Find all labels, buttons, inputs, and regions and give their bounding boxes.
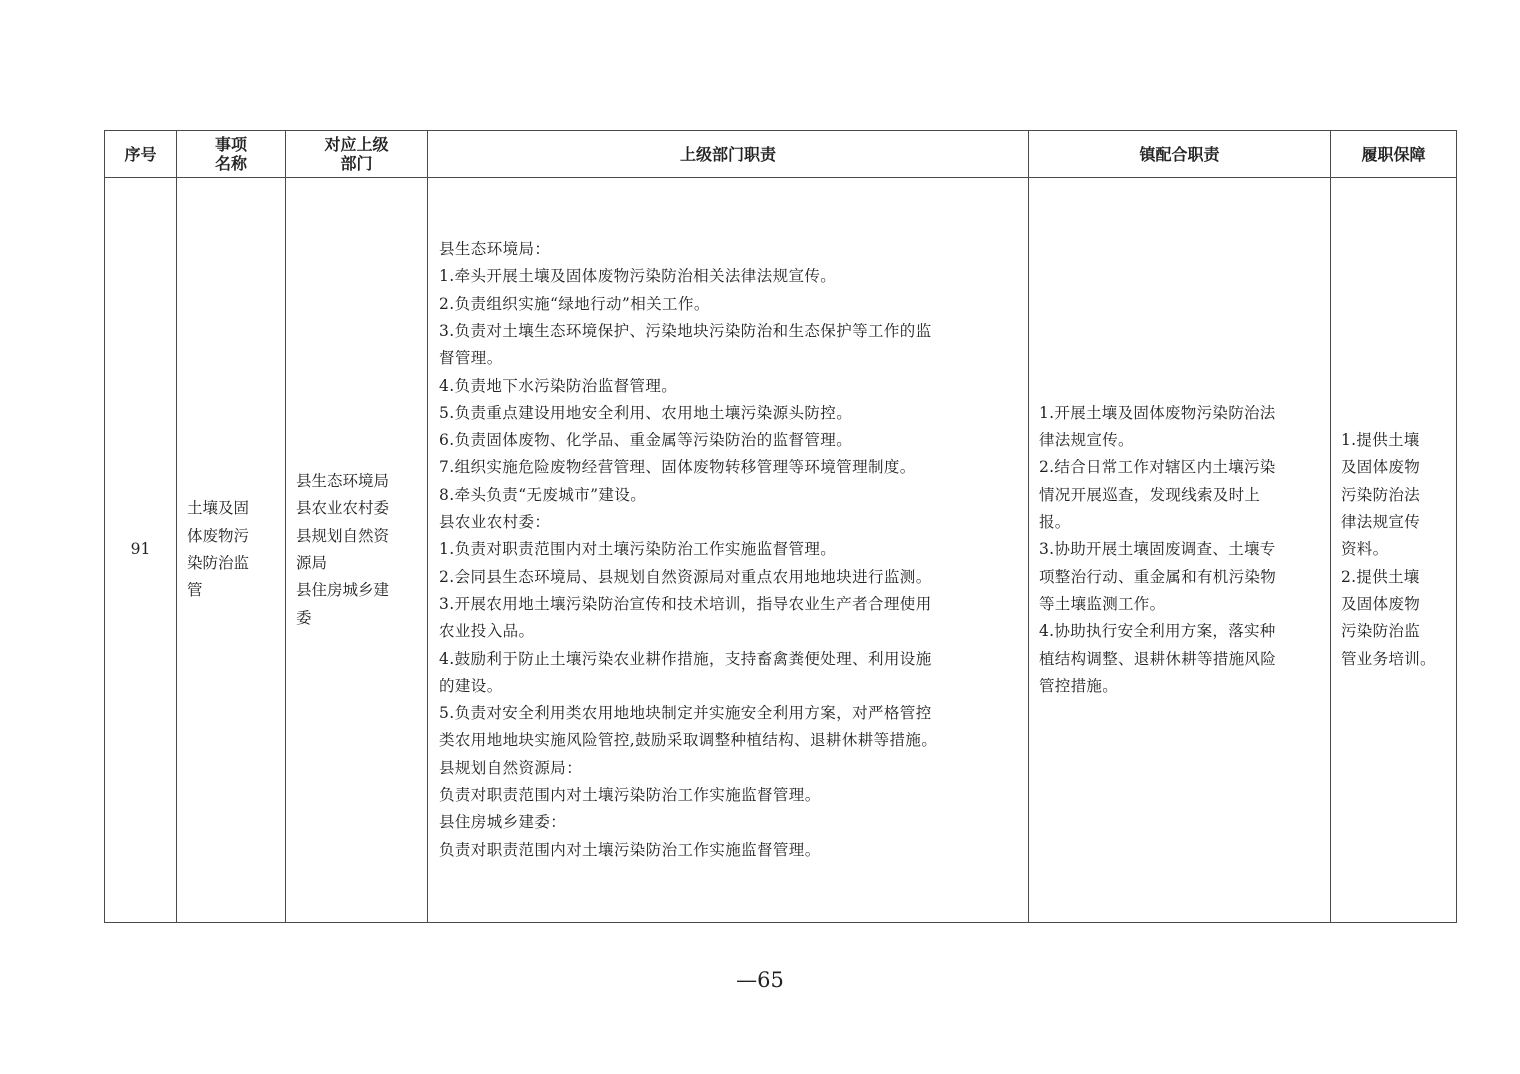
header-item-name-line-2: 名称: [214, 154, 247, 173]
header-guarantee: [1331, 131, 1457, 178]
dept-line: 县生态环境局: [296, 472, 390, 491]
header-no-text: 序号: [124, 144, 157, 164]
guarantee-line: 2.提供土壤: [1341, 567, 1420, 586]
duty-line: 8.牵头负责“无废城市”建设。: [439, 485, 647, 504]
dept-line: 县规划自然资: [296, 526, 390, 545]
duty-line: 督管理。: [439, 349, 503, 368]
header-town-text: 镇配合职责: [1139, 144, 1220, 164]
duty-line: 2.会同县生态环境局、县规划自然资源局对重点农用地地块进行监测。: [439, 567, 932, 586]
duty-line: 3.开展农用地土壤污染防治宣传和技术培训，指导农业生产者合理使用: [439, 594, 932, 613]
duty-line: 3.负责对土壤生态环境保护、污染地块污染防治和生态保护等工作的监: [439, 321, 932, 340]
cell-superior-dept: [286, 178, 428, 923]
duty-line: 类农用地地块实施风险管控,鼓励采取调整种植结构、退耕休耕等措施。: [439, 731, 938, 750]
dept-line: 源局: [296, 554, 328, 572]
duty-line: 7.组织实施危险废物经营管理、固体废物转移管理等环境管理制度。: [439, 458, 916, 477]
duty-line: 5.负责重点建设用地安全利用、农用地土壤污染源头防控。: [439, 403, 853, 422]
guarantee-line: 及固体废物: [1341, 458, 1421, 477]
duty-line: 负责对职责范围内对土壤污染防治工作实施监督管理。: [439, 786, 821, 805]
cell-town-duties: [1029, 178, 1331, 923]
item-name-line: 土壤及固: [187, 499, 250, 518]
town-duty-line: 报。: [1039, 513, 1071, 532]
header-superior-duties: [428, 131, 1029, 178]
duty-line: 4.鼓励利于防止土壤污染农业耕作措施，支持畜禽粪便处理、利用设施: [439, 649, 932, 668]
town-duty-line: 1.开展土壤及固体废物污染防治法: [1039, 403, 1276, 422]
header-duties-text: 上级部门职责: [679, 144, 776, 164]
header-item-name: [177, 131, 286, 178]
duty-line: 县住房城乡建委：: [439, 813, 567, 832]
guarantee-line: 资料。: [1341, 540, 1389, 559]
cell-guarantee: [1331, 178, 1457, 923]
duty-line: 县生态环境局：: [439, 240, 551, 259]
duty-line: 1.负责对职责范围内对土壤污染防治工作实施监督管理。: [439, 540, 837, 559]
table-row: [105, 178, 1457, 923]
guarantee-line: 1.提供土壤: [1341, 431, 1420, 450]
duty-line: 1.牵头开展土壤及固体废物污染防治相关法律法规宣传。: [439, 267, 837, 286]
town-duty-line: 管控措施。: [1039, 676, 1119, 695]
town-duty-line: 植结构调整、退耕休耕等措施风险: [1039, 649, 1277, 668]
responsibility-table: [104, 130, 1457, 923]
town-duty-line: 项整治行动、重金属和有机污染物: [1039, 567, 1277, 586]
guarantee-line: 管业务培训。: [1341, 649, 1436, 668]
duty-line: 县农业农村委：: [439, 513, 551, 532]
cell-item-name: [177, 178, 286, 923]
header-row: [105, 131, 1457, 178]
guarantee-line: 及固体废物: [1341, 594, 1421, 613]
header-item-name-line-1: 事项: [214, 135, 247, 154]
header-dept-line-1: 对应上级: [324, 135, 389, 154]
header-town-duties: [1029, 131, 1331, 178]
responsibility-table-sheet: [104, 130, 1456, 923]
duty-line: 负责对职责范围内对土壤污染防治工作实施监督管理。: [439, 840, 821, 859]
duty-line: 6.负责固体废物、化学品、重金属等污染防治的监督管理。: [439, 431, 853, 450]
item-name-line: 管: [187, 581, 203, 600]
item-name-line: 体废物污: [187, 526, 250, 545]
cell-no: 91: [105, 178, 177, 923]
duty-line: 5.负责对安全利用类农用地地块制定并实施安全利用方案，对严格管控: [439, 704, 932, 723]
duty-line: 县规划自然资源局：: [439, 758, 583, 777]
town-duty-line: 情况开展巡查，发现线索及时上: [1039, 485, 1261, 504]
town-duty-line: 4.协助执行安全利用方案，落实种: [1039, 622, 1276, 641]
header-guarantee-text: 履职保障: [1361, 144, 1426, 164]
duty-line: 2.负责组织实施“绿地行动”相关工作。: [439, 294, 710, 313]
item-name-line: 染防治监: [187, 554, 250, 572]
cell-superior-duties: [428, 178, 1029, 923]
dept-line: 县农业农村委: [296, 499, 390, 518]
town-duty-line: 等土壤监测工作。: [1039, 594, 1166, 613]
header-superior-dept: [286, 131, 428, 178]
dept-line: 县住房城乡建: [296, 581, 390, 600]
duty-line: 的建设。: [439, 676, 503, 695]
dept-line: 委: [296, 608, 312, 627]
guarantee-line: 律法规宣传: [1341, 513, 1421, 532]
header-no: [105, 131, 177, 178]
guarantee-line: 污染防治监: [1341, 622, 1421, 641]
town-duty-line: 2.结合日常工作对辖区内土壤污染: [1039, 458, 1276, 477]
page-number: —65: [736, 968, 784, 992]
town-duty-line: 3.协助开展土壤固废调查、土壤专: [1039, 540, 1276, 559]
header-dept-line-2: 部门: [340, 154, 373, 173]
guarantee-line: 污染防治法: [1341, 485, 1421, 504]
town-duty-line: 律法规宣传。: [1039, 431, 1134, 450]
duty-line: 农业投入品。: [439, 622, 535, 641]
duty-line: 4.负责地下水污染防治监督管理。: [439, 376, 678, 395]
